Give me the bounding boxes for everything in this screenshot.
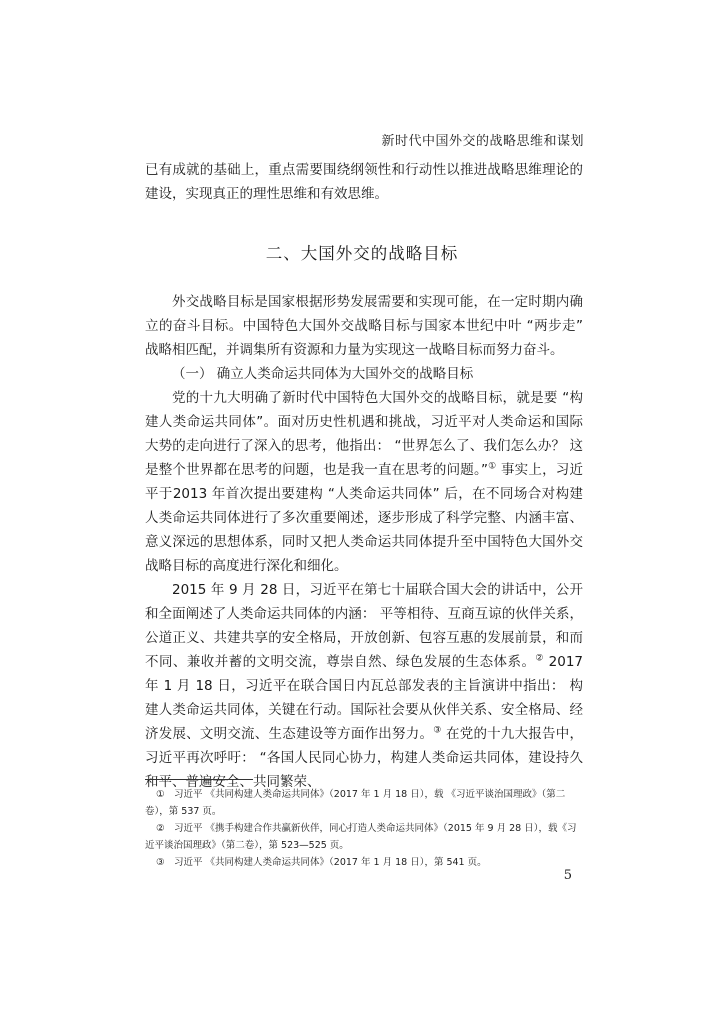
paragraph-text: 外交战略目标是国家根据形势发展需要和实现可能，在一定时期内确立的奋斗目标。中国特色大国外交战略目标与国家本世纪中叶 “两步走” 战略相匹配，并调集所有资源和力量为实现这一战略目标而努力奋斗。	[145, 294, 583, 358]
page-number: 5	[563, 868, 572, 883]
section-title: 二、大国外交的战略目标	[265, 244, 459, 263]
footnote-1: ① 习近平 《共同构建人类命运共同体》（2017 年 1 月 18 日），载 《习近平谈治国理政》（第二卷），第 537 页。	[145, 789, 566, 817]
continued-paragraph	[145, 158, 583, 206]
body-section	[145, 362, 583, 794]
paragraph-text: 事实上，习近平于2013 年首次提出要建构 “人类命运共同体” 后，在不同场合对构建人类命运共同体进行了多次重要阐述，逐步形成了科学完整、内涵丰富、意义深远的思想体系，同时又把人类命运共同体提升至中国特色大国外交战略目标的高度进行深化和细化。	[145, 462, 583, 574]
intro-paragraph	[145, 290, 583, 362]
body-paragraph-1	[145, 386, 583, 578]
paragraph-text: 党的十九大明确了新时代中国特色大国外交的战略目标，就是要 “构建人类命运共同体”。面对历史性机遇和挑战，习近平对人类命运和国际大势的走向进行了深入的思考，他指出： “世界怎么了、我们怎么办？ 这是整个世界都在思考的问题，也是我一直在思考的问题。”	[145, 390, 583, 478]
footnote-marker[interactable]: ①	[487, 461, 497, 472]
paragraph-text: 2015 年 9 月 28 日，习近平在第七十届联合国大会的讲话中，公开和全面阐述了人类命运共同体的内涵： 平等相待、互商互谅的伙伴关系，公道正义、共建共享的安全格局，开放创新、包容互惠的发展前景，和而不同、兼收并蓄的文明交流，尊崇自然、绿色发展的生态体系。	[145, 582, 583, 670]
footnote-marker[interactable]: ②	[535, 653, 544, 664]
body-paragraph-2	[145, 578, 583, 794]
paragraph-text: 2017 年 1 月 18 日，习近平在联合国日内瓦总部发表的主旨演讲中指出： 构建人类命运共同体，关键在行动。国际社会要从伙伴关系、安全格局、经济发展、文明交流、生态建设等方面作出努力。	[145, 654, 583, 742]
footnote-divider	[145, 779, 253, 780]
footnote-3: ③ 习近平 《共同构建人类命运共同体》（2017 年 1 月 18 日），第 541 页。	[156, 857, 487, 868]
running-header: 新时代中国外交的战略思维和谋划	[381, 134, 584, 149]
footnotes	[145, 786, 583, 871]
subsection-heading: （一） 确立人类命运共同体为大国外交的战略目标	[172, 366, 474, 382]
paragraph-text: 在党的十九大报告中，习近平再次呼吁： “各国人民同心协力，构建人类命运共同体，建设持久和平、普遍安全、共同繁荣、	[145, 726, 584, 790]
footnote-marker[interactable]: ③	[433, 725, 442, 736]
footnote-2: ② 习近平 《携手构建合作共赢新伙伴，同心打造人类命运共同体》（2015 年 9 月 28 日），载《习近平谈治国理政》（第二卷），第 523—525 页。	[145, 823, 577, 851]
paragraph-text: 已有成就的基础上，重点需要围绕纲领性和行动性以推进战略思维理论的建设，实现真正的理性思维和有效思维。	[145, 162, 583, 202]
